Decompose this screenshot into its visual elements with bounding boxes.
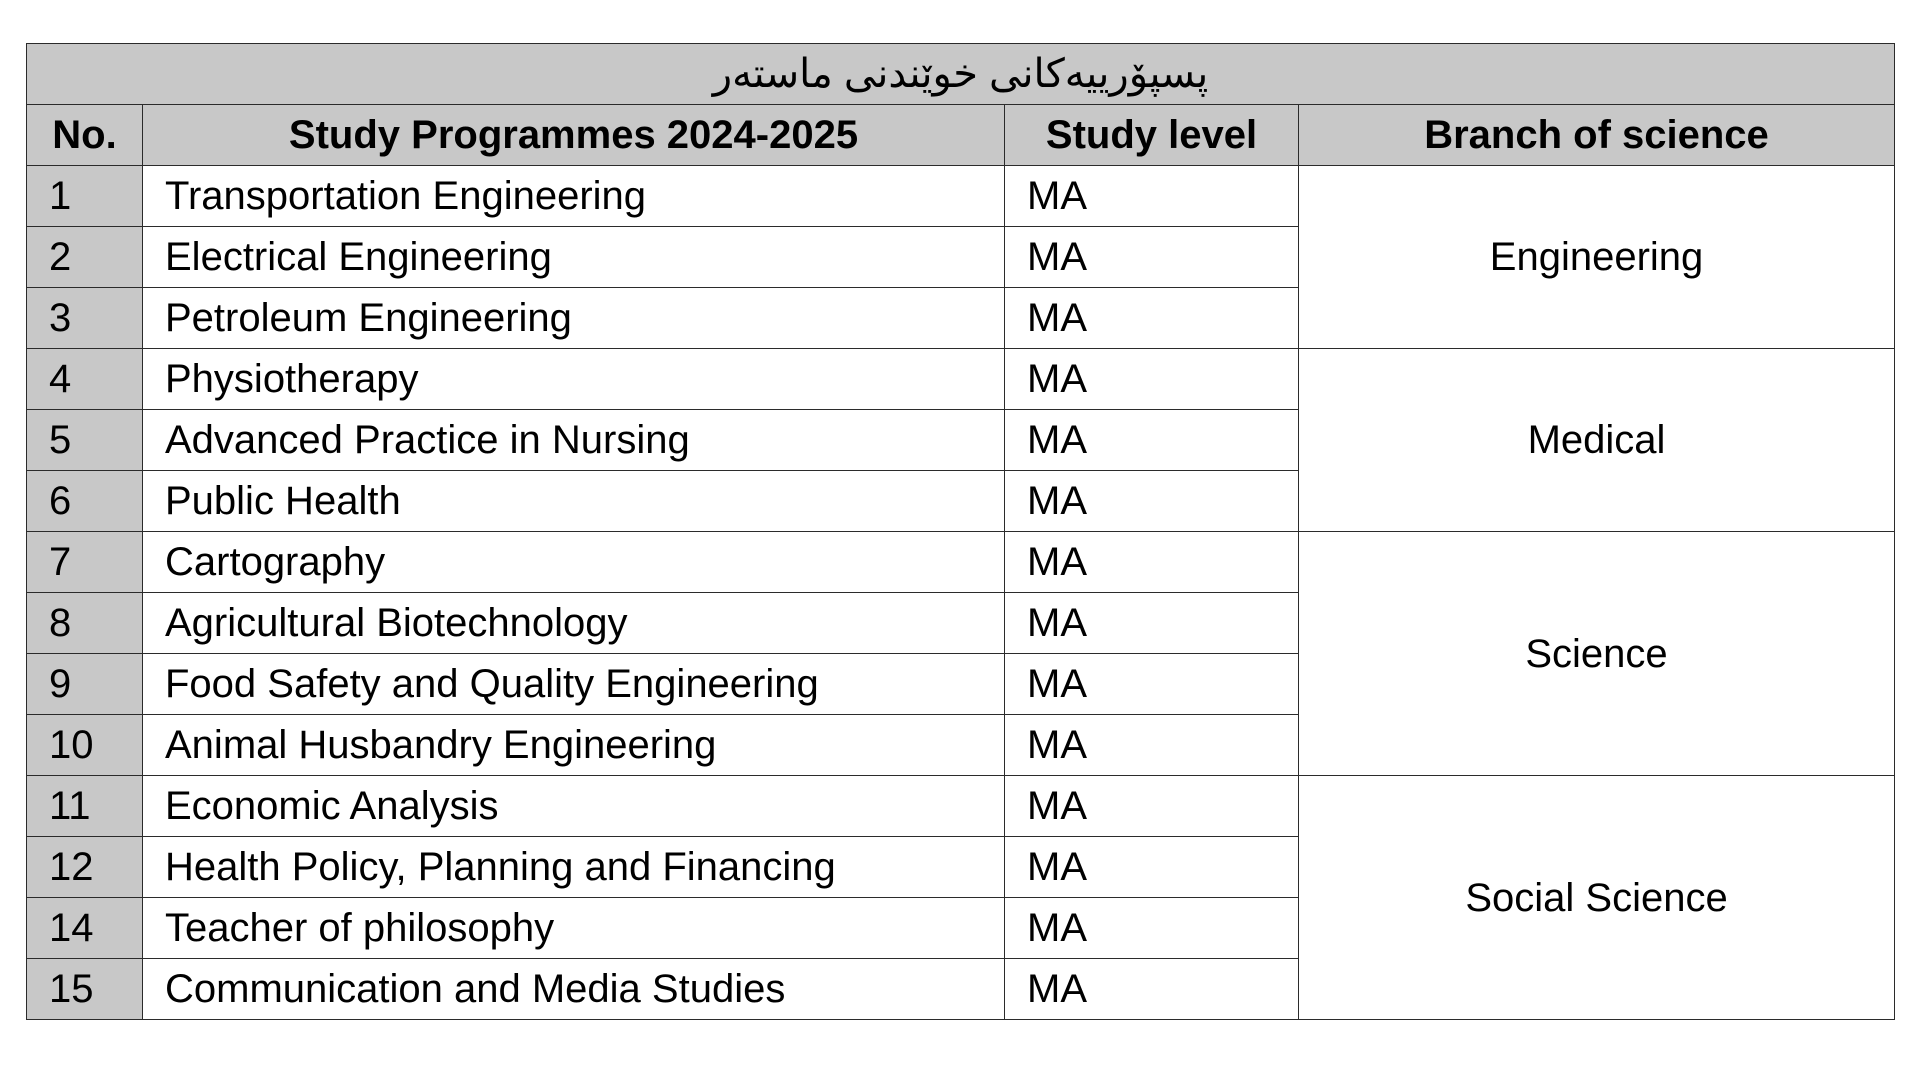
programme-name: Communication and Media Studies bbox=[143, 959, 1005, 1020]
table-row bbox=[27, 166, 1895, 227]
study-level: MA bbox=[1005, 349, 1299, 410]
row-number: 1 bbox=[27, 166, 143, 227]
table-row bbox=[27, 532, 1895, 593]
branch-social-science: Social Science bbox=[1299, 776, 1895, 1020]
study-level: MA bbox=[1005, 532, 1299, 593]
programme-name: Public Health bbox=[143, 471, 1005, 532]
study-level: MA bbox=[1005, 959, 1299, 1020]
row-number: 11 bbox=[27, 776, 143, 837]
study-level: MA bbox=[1005, 166, 1299, 227]
row-number: 3 bbox=[27, 288, 143, 349]
programme-name: Physiotherapy bbox=[143, 349, 1005, 410]
study-level: MA bbox=[1005, 471, 1299, 532]
row-number: 4 bbox=[27, 349, 143, 410]
row-number: 15 bbox=[27, 959, 143, 1020]
study-level: MA bbox=[1005, 288, 1299, 349]
programmes-table bbox=[26, 43, 1895, 1020]
header-programme: Study Programmes 2024-2025 bbox=[143, 105, 1005, 166]
study-level: MA bbox=[1005, 593, 1299, 654]
row-number: 7 bbox=[27, 532, 143, 593]
table-row bbox=[27, 349, 1895, 410]
title-row bbox=[27, 44, 1895, 105]
row-number: 5 bbox=[27, 410, 143, 471]
table-title: پسپۆرییەکانی خوێندنی ماستەر bbox=[27, 44, 1895, 105]
programme-name: Cartography bbox=[143, 532, 1005, 593]
table-row bbox=[27, 776, 1895, 837]
row-number: 10 bbox=[27, 715, 143, 776]
programme-name: Animal Husbandry Engineering bbox=[143, 715, 1005, 776]
row-number: 12 bbox=[27, 837, 143, 898]
programmes-document bbox=[26, 43, 1894, 1020]
programme-name: Petroleum Engineering bbox=[143, 288, 1005, 349]
branch-medical: Medical bbox=[1299, 349, 1895, 532]
row-number: 2 bbox=[27, 227, 143, 288]
header-level: Study level bbox=[1005, 105, 1299, 166]
branch-science: Science bbox=[1299, 532, 1895, 776]
study-level: MA bbox=[1005, 837, 1299, 898]
study-level: MA bbox=[1005, 898, 1299, 959]
study-level: MA bbox=[1005, 715, 1299, 776]
programme-name: Transportation Engineering bbox=[143, 166, 1005, 227]
programme-name: Teacher of philosophy bbox=[143, 898, 1005, 959]
programme-name: Electrical Engineering bbox=[143, 227, 1005, 288]
branch-engineering: Engineering bbox=[1299, 166, 1895, 349]
row-number: 6 bbox=[27, 471, 143, 532]
row-number: 8 bbox=[27, 593, 143, 654]
row-number: 14 bbox=[27, 898, 143, 959]
row-number: 9 bbox=[27, 654, 143, 715]
study-level: MA bbox=[1005, 776, 1299, 837]
header-branch: Branch of science bbox=[1299, 105, 1895, 166]
header-no: No. bbox=[27, 105, 143, 166]
programme-name: Agricultural Biotechnology bbox=[143, 593, 1005, 654]
header-row bbox=[27, 105, 1895, 166]
programme-name: Health Policy, Planning and Financing bbox=[143, 837, 1005, 898]
programme-name: Food Safety and Quality Engineering bbox=[143, 654, 1005, 715]
programme-name: Economic Analysis bbox=[143, 776, 1005, 837]
study-level: MA bbox=[1005, 654, 1299, 715]
study-level: MA bbox=[1005, 410, 1299, 471]
programme-name: Advanced Practice in Nursing bbox=[143, 410, 1005, 471]
table-body bbox=[27, 166, 1895, 1020]
study-level: MA bbox=[1005, 227, 1299, 288]
